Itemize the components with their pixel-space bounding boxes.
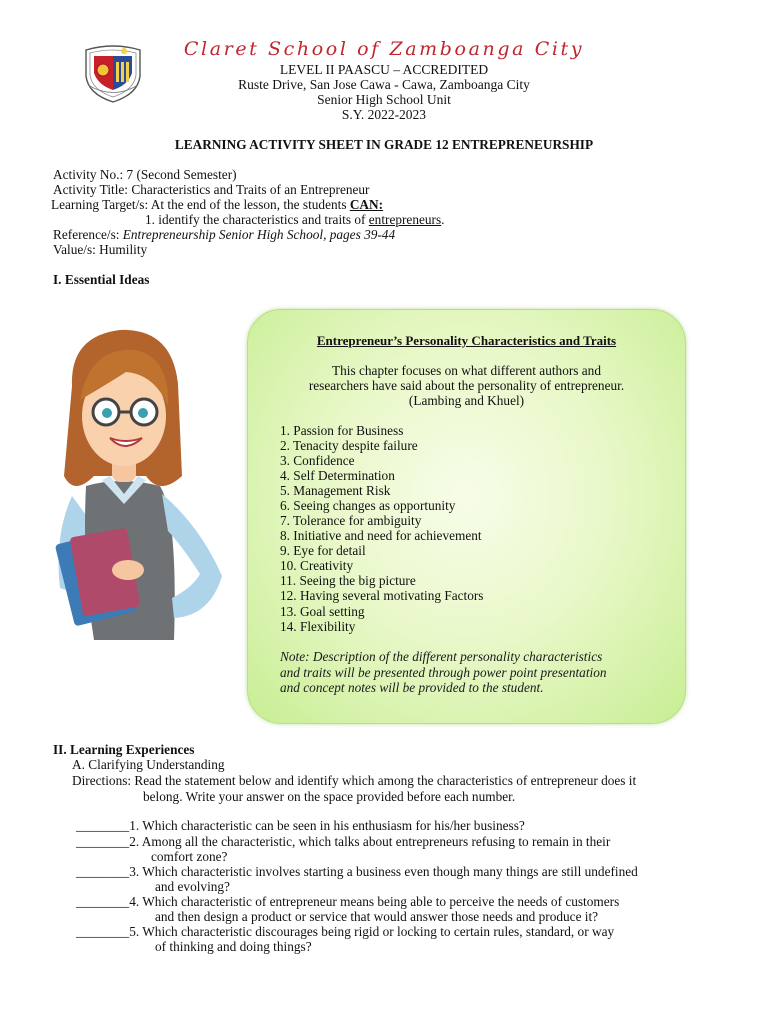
callout-title: Entrepreneur’s Personality Characteristics and Traits <box>316 333 617 348</box>
callout-intro-line: researchers have said about the personality of entrepreneur. <box>308 378 625 393</box>
question-1: ________1. Which characteristic can be seen in his enthusiasm for his/her business? <box>76 818 525 833</box>
reference: Reference/s: Entrepreneurship Senior High School, pages 39-44 <box>53 227 396 242</box>
trait-item: 2. Tenacity despite failure <box>280 438 418 453</box>
question-3: ________3. Which characteristic involves starting a business even though many things are still undefined <box>76 864 638 879</box>
teacher-illustration <box>50 326 226 640</box>
trait-item: 7. Tolerance for ambiguity <box>280 513 422 528</box>
question-2-cont: comfort zone? <box>151 849 228 864</box>
question-2: ________2. Among all the characteristic, which talks about entrepreneurs refusing to remain in their <box>76 834 611 849</box>
school-name: Claret School of Zamboanga City <box>183 38 585 60</box>
callout-note-line: and concept notes will be provided to the student. <box>280 680 544 695</box>
activity-no: Activity No.: 7 (Second Semester) <box>53 167 237 182</box>
question-3-cont: and evolving? <box>155 879 230 894</box>
trait-item: 3. Confidence <box>280 453 355 468</box>
callout-intro-line: This chapter focuses on what different authors and <box>332 363 601 378</box>
trait-item: 6. Seeing changes as opportunity <box>280 498 456 513</box>
learning-target-item: 1. identify the characteristics and traits of entrepreneurs. <box>145 212 445 227</box>
activity-title: Activity Title: Characteristics and Traits of an Entrepreneur <box>53 182 370 197</box>
question-4-cont: and then design a product or service that would answer those needs and produce it? <box>155 909 599 924</box>
trait-item: 5. Management Risk <box>280 483 391 498</box>
unit-line: Senior High School Unit <box>317 92 451 107</box>
question-5: ________5. Which characteristic discourages being rigid or locking to certain rules, standard, or way <box>76 924 615 939</box>
trait-item: 13. Goal setting <box>280 604 365 619</box>
section-essential-ideas-heading: I. Essential Ideas <box>53 272 150 287</box>
trait-item: 9. Eye for detail <box>280 543 366 558</box>
trait-item: 10. Creativity <box>280 558 354 573</box>
directions-line: Directions: Read the statement below and identify which among the characteristics of entrepreneur does it <box>72 773 637 788</box>
callout-intro-line: (Lambing and Khuel) <box>408 393 525 408</box>
school-year-line: S.Y. 2022-2023 <box>341 107 427 122</box>
subsection-heading: A. Clarifying Understanding <box>72 757 225 772</box>
trait-item: 14. Flexibility <box>280 619 356 634</box>
sheet-title: LEARNING ACTIVITY SHEET IN GRADE 12 ENTREPRENEURSHIP <box>174 137 594 152</box>
learning-target: Learning Target/s: At the end of the lesson, the students CAN: <box>51 197 384 212</box>
values: Value/s: Humility <box>53 242 148 257</box>
section-learning-experiences-heading: II. Learning Experiences <box>53 742 195 757</box>
trait-item: 4. Self Determination <box>280 468 395 483</box>
trait-item: 11. Seeing the big picture <box>280 573 416 588</box>
question-4: ________4. Which characteristic of entrepreneur means being able to perceive the needs of customers <box>76 894 620 909</box>
accreditation-line: LEVEL II PAASCU – ACCREDITED <box>279 62 489 77</box>
callout-note-line: and traits will be presented through power point presentation <box>280 665 607 680</box>
trait-item: 8. Initiative and need for achievement <box>280 528 482 543</box>
question-5-cont: of thinking and doing things? <box>155 939 312 954</box>
trait-item: 1. Passion for Business <box>280 423 404 438</box>
callout-note-line: Note: Description of the different personality characteristics <box>280 649 603 664</box>
address-line: Ruste Drive, San Jose Cawa - Cawa, Zamboanga City <box>238 77 530 92</box>
directions-line: belong. Write your answer on the space provided before each number. <box>143 789 516 804</box>
traits-callout-box <box>247 309 686 724</box>
trait-item: 12. Having several motivating Factors <box>280 588 484 603</box>
